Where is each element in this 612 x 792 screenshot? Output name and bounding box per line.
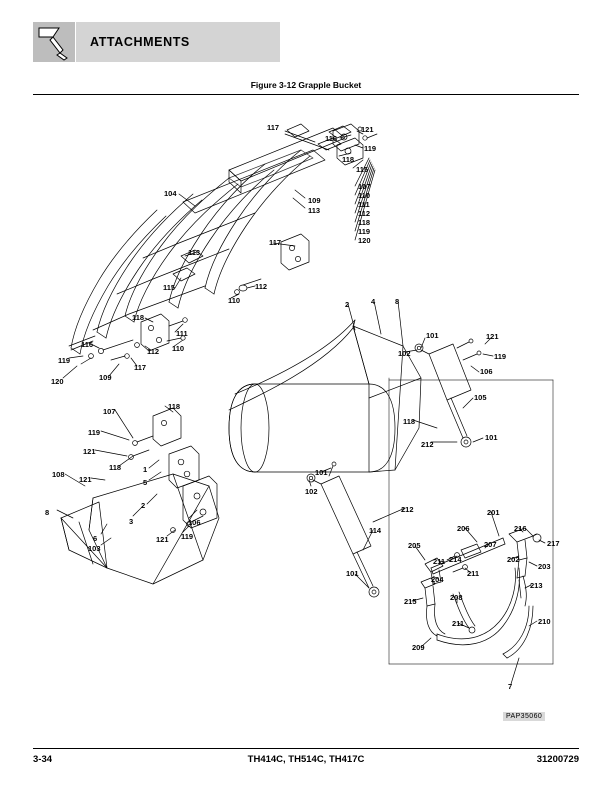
callout-107: 107: [103, 407, 116, 416]
callout-5: 5: [143, 478, 148, 487]
callout-110: 110: [228, 296, 241, 305]
figure-caption: Figure 3-12 Grapple Bucket: [250, 80, 362, 90]
callout-112: 112: [147, 347, 160, 356]
callout-2: 2: [141, 501, 146, 510]
callout-119: 119: [494, 352, 507, 361]
callout-206: 206: [457, 524, 470, 533]
callout-119: 119: [364, 144, 377, 153]
callout-217: 217: [547, 539, 560, 548]
callout-1: 1: [143, 465, 148, 474]
callout-102: 102: [398, 349, 411, 358]
callout-118: 118: [109, 463, 122, 472]
callout-101: 101: [426, 331, 439, 340]
callout-113: 113: [188, 248, 201, 257]
callout-108: 108: [52, 470, 65, 479]
callout-114: 114: [369, 526, 382, 535]
callout-214: 214: [449, 555, 462, 564]
header-title: ATTACHMENTS: [90, 35, 190, 49]
callout-215: 215: [404, 597, 417, 606]
callout-101: 101: [315, 468, 328, 477]
callout-111: 111: [176, 329, 188, 338]
callout-121: 121: [79, 475, 92, 484]
callout-211: 211: [433, 557, 446, 566]
callout-107: 107: [358, 182, 371, 191]
callout-112: 112: [358, 209, 371, 218]
callout-121: 121: [361, 125, 374, 134]
callout-119: 119: [88, 428, 101, 437]
callout-207: 207: [484, 540, 497, 549]
drawing-code: PAP35060: [503, 712, 545, 721]
callout-118: 118: [132, 313, 145, 322]
callout-117: 117: [269, 238, 282, 247]
callout-115: 115: [356, 165, 369, 174]
callout-204: 204: [431, 575, 444, 584]
callout-109: 109: [308, 196, 321, 205]
callout-209: 209: [412, 643, 425, 652]
callout-102: 102: [305, 487, 318, 496]
callout-210: 210: [538, 617, 551, 626]
callout-118: 118: [358, 218, 371, 227]
bottom-rule: [33, 748, 579, 749]
callout-121: 121: [83, 447, 96, 456]
footer-page-number: 3-34: [33, 754, 53, 765]
callout-119: 119: [58, 356, 71, 365]
callout-212: 212: [401, 505, 414, 514]
callout-121: 121: [156, 535, 169, 544]
callout-202: 202: [507, 555, 520, 564]
callout-101: 101: [485, 433, 498, 442]
callout-7: 7: [508, 682, 513, 691]
callout-201: 201: [487, 508, 500, 517]
callout-4: 4: [371, 297, 376, 306]
attachment-boom-icon: [33, 22, 76, 62]
callout-106: 106: [480, 367, 493, 376]
callout-119: 119: [181, 532, 194, 541]
callout-103: 103: [88, 544, 101, 553]
callout-105: 105: [474, 393, 487, 402]
callout-121: 121: [486, 332, 499, 341]
callout-110: 110: [358, 191, 371, 200]
callout-6: 6: [93, 534, 98, 543]
callout-120: 120: [51, 377, 64, 386]
callout-8: 8: [395, 297, 400, 306]
callout-118: 118: [168, 402, 181, 411]
callout-109: 109: [99, 373, 112, 382]
callout-3: 3: [129, 517, 134, 526]
callout-119: 119: [358, 227, 371, 236]
callout-203: 203: [538, 562, 551, 571]
callout-211: 211: [452, 619, 465, 628]
callout-120: 120: [358, 236, 371, 245]
callout-118: 118: [342, 155, 355, 164]
callout-212: 212: [421, 440, 434, 449]
callout-117: 117: [267, 123, 280, 132]
callout-216: 216: [514, 524, 527, 533]
callout-118: 118: [403, 417, 416, 426]
callout-115: 115: [163, 283, 176, 292]
callout-208: 208: [450, 593, 463, 602]
callout-205: 205: [408, 541, 421, 550]
callout-101: 101: [346, 569, 359, 578]
callout-106: 106: [188, 518, 201, 527]
callout-117: 117: [134, 363, 147, 372]
callout-111: 111: [358, 200, 370, 209]
section-header-banner: [33, 22, 280, 62]
exploded-parts-illustration: [33, 98, 579, 708]
top-rule: [33, 94, 579, 95]
callout-110: 110: [172, 344, 185, 353]
grapple-bucket-line-art: [33, 98, 579, 708]
page-footer: [33, 754, 579, 768]
callout-104: 104: [164, 189, 177, 198]
callout-213: 213: [530, 581, 543, 590]
callout-116: 116: [325, 134, 338, 143]
callout-211: 211: [467, 569, 480, 578]
callout-113: 113: [308, 206, 321, 215]
callout-8: 8: [45, 508, 50, 517]
callout-116: 116: [81, 340, 94, 349]
callout-112: 112: [255, 282, 268, 291]
footer-document-number: 31200729: [536, 754, 579, 765]
callout-2: 2: [345, 300, 350, 309]
footer-models: TH414C, TH514C, TH417C: [247, 754, 365, 765]
